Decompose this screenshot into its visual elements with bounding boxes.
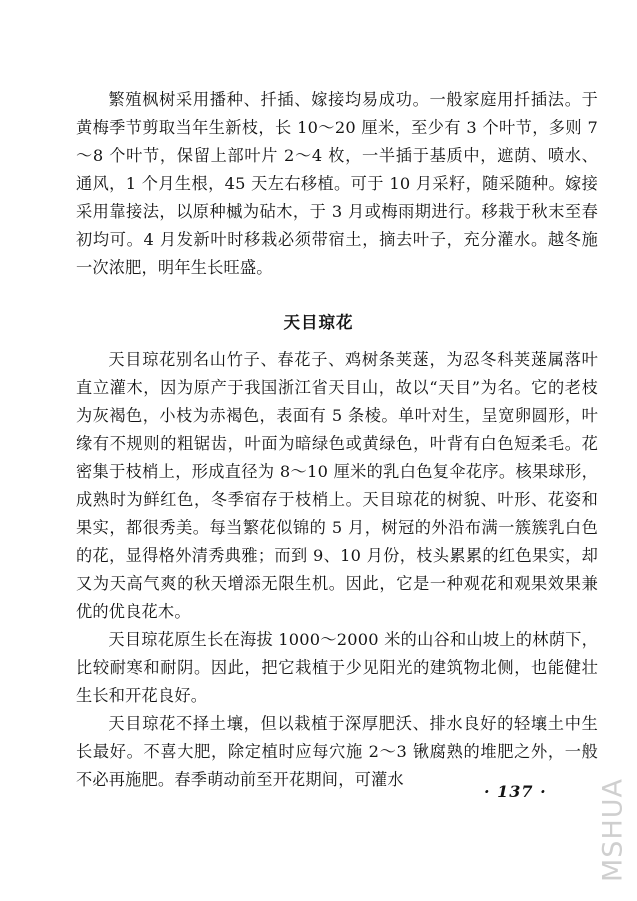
paragraph-cultivation: 天目琼花不择土壤，但以栽植于深厚肥沃、排水良好的轻壤土中生长最好。不喜大肥，除定植时应每穴施 2～3 锹腐熟的堆肥之外，一般不必再施肥。春季萌动前至开花期间，可灌水 bbox=[76, 714, 598, 789]
paragraph-maple-propagation: 繁殖枫树采用播种、扦插、嫁接均易成功。一般家庭用扦插法。于黄梅季节剪取当年生新枝，长 10～20 厘米，至少有 3 个叶节，多则 7～8 个叶节，保留上部叶片 2～4 枚，一半插于基质中，遮荫、喷水、通风，1 个月生根，45 天左右移植。可于 10 月采籽，随采随种。嫁接采用靠接法，以原种槭为砧木，于 3 月或梅雨期进行。移栽于秋末至春初均可。4 月发新叶时移栽必须带宿土，摘去叶子，充分灌水。越冬施一次浓肥，明年生长旺盛。 bbox=[76, 90, 598, 277]
watermark-text: MSHUA bbox=[597, 778, 629, 882]
text-block-propagation bbox=[76, 86, 598, 282]
paragraph-habitat: 天目琼花原生长在海拔 1000～2000 米的山谷和山坡上的林荫下，比较耐寒和耐阴。因此，把它栽植于少见阳光的建筑物北侧，也能健壮生长和开花良好。 bbox=[76, 630, 598, 705]
page-number: · 137 · bbox=[484, 782, 547, 801]
paragraph-description: 天目琼花别名山竹子、春花子、鸡树条荚蒾，为忍冬科荚蒾属落叶直立灌木，因为原产于我国浙江省天目山，故以“天目”为名。它的老枝为灰褐色，小枝为赤褐色，表面有 5 条棱。单叶对生，呈宽卵圆形，叶缘有不规则的粗锯齿，叶面为暗绿色或黄绿色，叶背有白色短柔毛。花密集于枝梢上，形成直径为 8～10 厘米的乳白色复伞花序。核果球形，成熟时为鲜红色，冬季宿存于枝梢上。天目琼花的树貌、叶形、花姿和果实，都很秀美。每当繁花似锦的 5 月，树冠的外沿布满一簇簇乳白色的花，显得格外清秀典雅；而到 9、10 月份，枝头累累的红色果实，却又为天高气爽的秋天增添无限生机。因此，它是一种观花和观果效果兼优的优良花木。 bbox=[76, 350, 598, 621]
section-title: 天目琼花 bbox=[283, 313, 354, 332]
text-block-section bbox=[76, 346, 598, 794]
watermark bbox=[593, 770, 633, 890]
